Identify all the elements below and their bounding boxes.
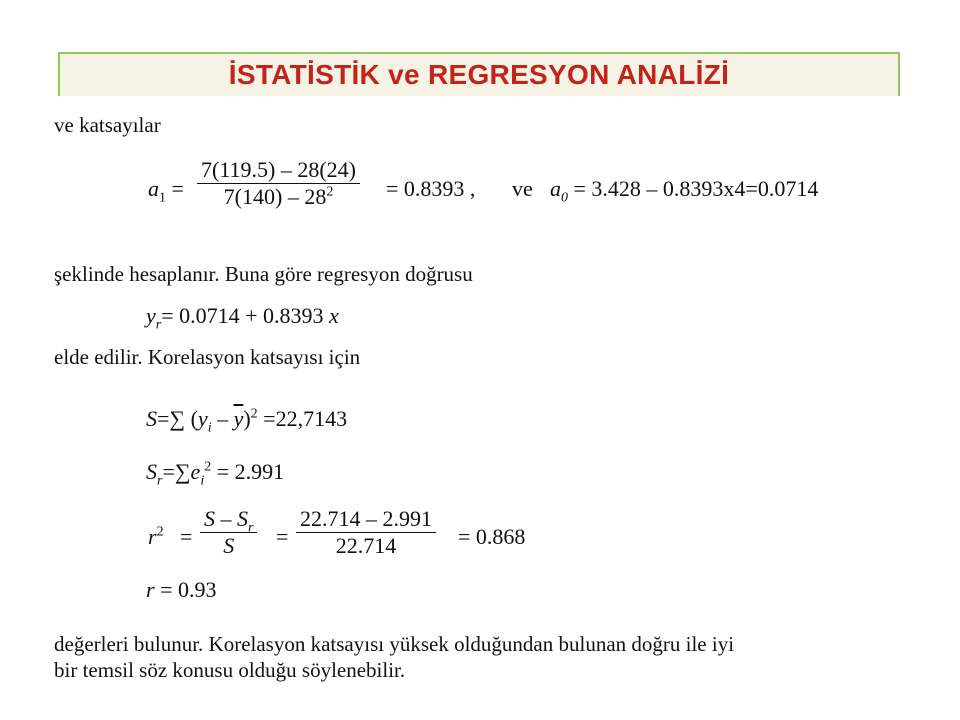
title-banner xyxy=(58,52,900,96)
r2-equals-1: = xyxy=(180,524,193,549)
connector-ve: ve xyxy=(512,176,533,201)
r-equation: r = 0.93 xyxy=(146,577,217,602)
regression-equation: $y_r= 0.0714 + 0.8393$ x xyxy=(146,303,339,333)
page-title: İSTATİSTİK ve REGRESYON ANALİZİ xyxy=(228,59,730,90)
r2-numerator-numeric: 22.714 – 2.991 xyxy=(300,506,432,531)
a1-result: = 0.8393 , xyxy=(386,176,476,201)
S-equation: S=∑ $(y_i - \overline{y})^2 =22,7143$ xyxy=(146,406,348,436)
r2-denominator-symbolic: S xyxy=(223,533,235,558)
conclusion-line-1: değerleri bulunur. Korelasyon katsayısı yüksek olduğundan bulunan doğru ile iyi xyxy=(54,632,735,656)
a0-equation: $a_0 = 3.428 - 0.8393x4=0.0714$ xyxy=(550,176,819,206)
Sr-equation: $S_r=\sum e_i^2 = 2.991$ xyxy=(146,459,285,489)
a1-numerator: 7(119.5) – 28(24) xyxy=(201,157,356,182)
intro-text: ve katsayılar xyxy=(54,113,161,137)
conclusion-line-2: bir temsil söz konusu olduğu söylenebilir. xyxy=(54,658,406,682)
r2-fraction-symbolic xyxy=(200,506,257,559)
r2-fraction-numeric xyxy=(296,506,436,559)
a1-denominator: $7(140) - 28^2$ xyxy=(223,184,334,209)
a1-lhs: $a_1$ = xyxy=(148,176,184,206)
r2-result: = 0.868 xyxy=(458,524,526,549)
text-line-3: elde edilir. Korelasyon katsayısı için xyxy=(54,345,361,369)
r2-denominator-numeric: 22.714 xyxy=(335,533,397,558)
r2-numerator-symbolic: S – $S_r$ xyxy=(204,506,254,536)
r2-equals-2: = xyxy=(276,524,289,549)
r2-lhs: $r^2$ xyxy=(148,524,164,549)
a1-fraction xyxy=(197,157,360,210)
text-line-2: şeklinde hesaplanır. Buna göre regresyon doğrusu xyxy=(54,262,473,286)
